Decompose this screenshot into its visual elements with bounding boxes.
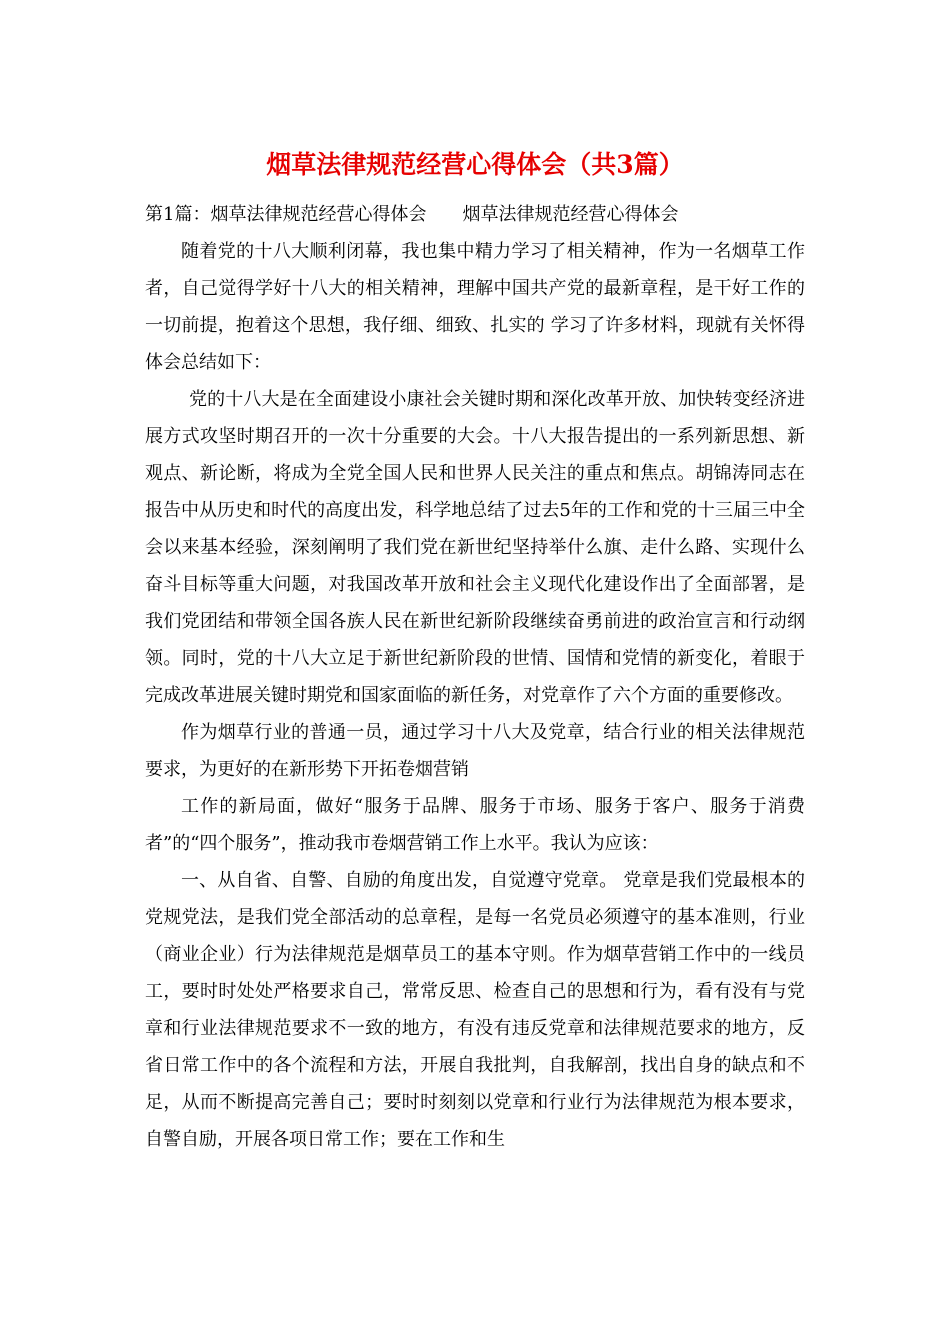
section-heading-subtitle: 烟草法律规范经营心得体会 bbox=[462, 204, 679, 225]
paragraph-1: 随着党的十八大顺利闭幕，我也集中精力学习了相关精神，作为一名烟草工作者，自己觉得学好十八大的相关精神，理解中国共产党的最新章程，是干好工作的一切前提，抱着这个思想，我仔细、细致、扎实的 学习了许多材料，现就有关怀得体会总结如下： bbox=[145, 241, 805, 373]
document-title: 烟草法律规范经营心得体会（共3篇） bbox=[266, 150, 684, 179]
section-heading bbox=[145, 196, 805, 233]
paragraph-2: 党的十八大是在全面建设小康社会关键时期和深化改革开放、加快转变经济进展方式攻坚时期召开的一次十分重要的大会。十八大报告提出的一系列新思想、新观点、新论断，将成为全党全国人民和世界人民关注的重点和焦点。胡锦涛同志在报告中从历史和时代的高度出发，科学地总结了过去5年的工作和党的十三届三中全会以来基本经验，深刻阐明了我们党在新世纪坚持举什么旗、走什么路、实现什么奋斗目标等重大问题，对我国改革开放和社会主义现代化建设作出了全面部署，是我们党团结和带领全国各族人民在新世纪新阶段继续奋勇前进的政治宣言和行动纲领。同时，党的十八大立足于新世纪新阶段的世情、国情和党情的新变化，着眼于完成改革进展关键时期党和国家面临的新任务，对党章作了六个方面的重要修改。 bbox=[145, 389, 805, 706]
paragraph-5: 一、从自省、自警、自励的角度出发，自觉遵守党章。 党章是我们党最根本的党规党法，是我们党全部活动的总章程，是每一名党员必须遵守的基本准则，行业（商业企业）行为法律规范是烟草员工的基本守则。作为烟草营销工作中的一线员工，要时时处处严格要求自己，常常反思、检查自己的思想和行为，看有没有与党章和行业法律规范要求不一致的地方，有没有违反党章和法律规范要求的地方，反省日常工作中的各个流程和方法，开展自我批判，自我解剖，找出自身的缺点和不足，从而不断提高完善自己；要时时刻刻以党章和行业行为法律规范为根本要求，自警自励，开展各项日常工作；要在工作和生 bbox=[145, 870, 805, 1150]
document-body bbox=[145, 196, 805, 1158]
section-heading-label: 第1篇：烟草法律规范经营心得体会 bbox=[145, 204, 427, 225]
paragraph-4: 工作的新局面，做好“服务于品牌、服务于市场、服务于客户、服务于消费者”的“四个服务”，推动我市卷烟营销工作上水平。我认为应该： bbox=[145, 796, 805, 854]
paragraph-3: 作为烟草行业的普通一员，通过学习十八大及党章，结合行业的相关法律规范要求，为更好的在新形势下开拓卷烟营销 bbox=[145, 722, 805, 780]
